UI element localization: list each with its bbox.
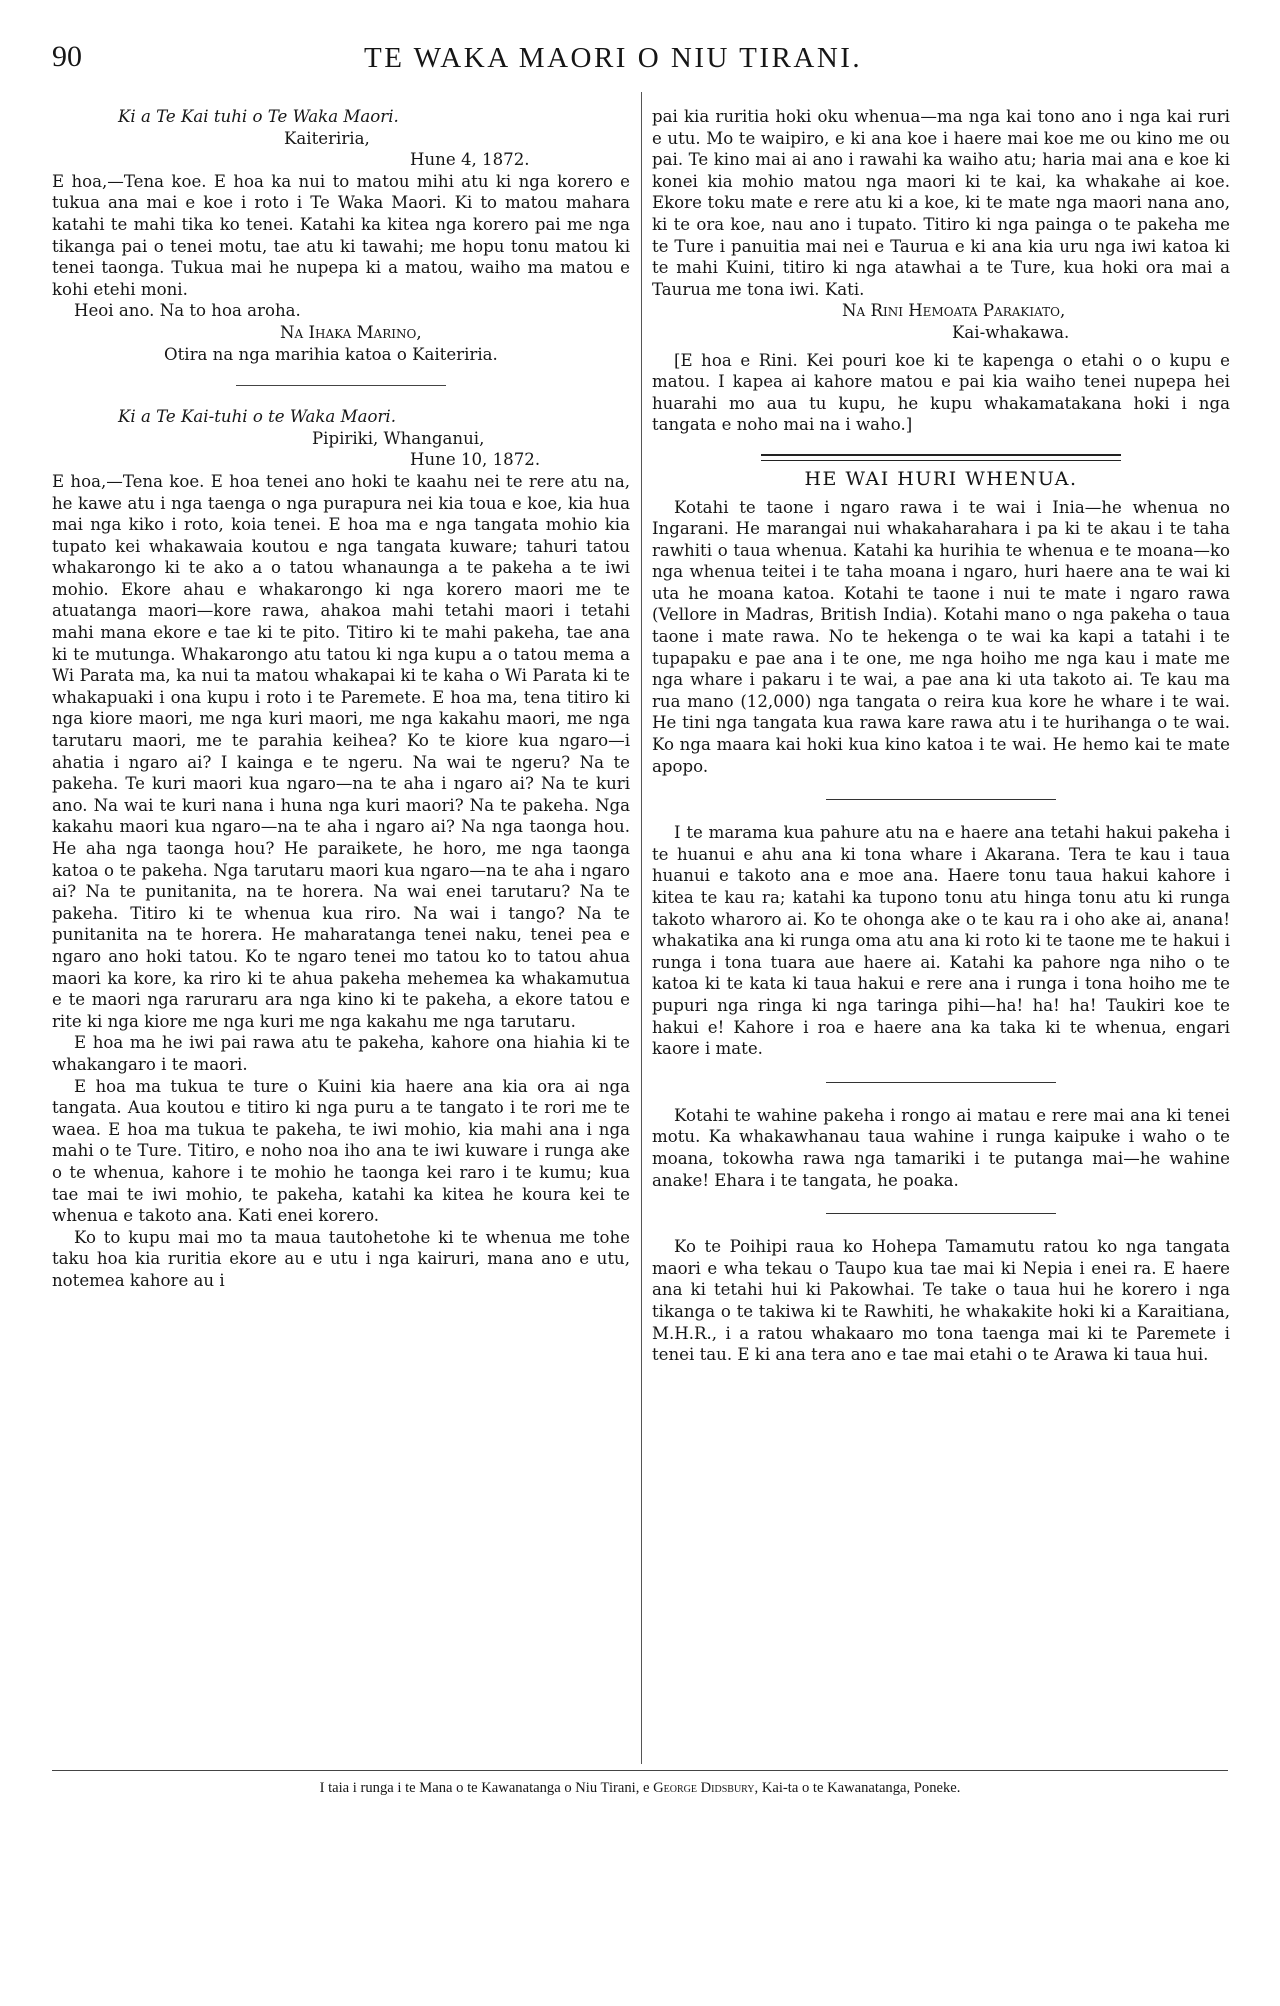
news-item: Kotahi te taone i ngaro rawa i te wai i Inia—he whenua no Ingarani. He marangai nui whakaharahara i pa ki te akau i te taha rawhiti o taua whenua. Katahi ka hurihia te whenua e te moana—ko nga whenua teitei i te taha moana i ngaro, huri haere ana te wai ki uta he moana katoa. Kotahi te taone i nui te mate i ngaro rawa (Vellore in Madras, British India). Kotahi mano o nga pakeha o taua taone i mate rawa. No te hekenga o te wai ka kapi a tatahi i te tupapaku e pae ana i te one, me nga hoiho me nga kau i mate me nga whare i pakaru i te wai, a pae ana ki uta takoto ai. Te kau ma rua mano (12,000) nga tangata o reira kua kore he whare i te wai. He tini nga tangata kua rawa kare rawa atu i te hurihanga o te wai. Ko nga maara kai hoki kua kino katoa i te wai. He hemo kai te mate apopo. <box>652 497 1230 776</box>
letter-place: Kaiteriria, <box>284 128 370 148</box>
item-separator <box>826 1082 1056 1083</box>
letter-signature-line2: Otira na nga marihia katoa o Kaiteriria. <box>164 344 498 364</box>
letter-date: Hune 10, 1872. <box>410 450 541 470</box>
letter-signature: Na Ihaka Marino, <box>280 322 422 342</box>
letter-paragraph: E hoa ma he iwi pai rawa atu te pakeha, kahore ona hiahia ki te whakangaro i te maori. <box>52 1033 630 1074</box>
letter-pipiriki <box>52 406 630 1291</box>
page-number: 90 <box>52 40 82 73</box>
letter-signature-place: Kai-whakawa. <box>952 322 1070 342</box>
letter-addressee: Ki a Te Kai tuhi o Te Waka Maori. <box>118 107 399 126</box>
double-rule <box>761 454 1121 461</box>
footer-rule <box>52 1770 1228 1771</box>
news-item: Ko te Poihipi raua ko Hohepa Tamamutu ratou ko nga tangata maori e wha tekau o Taupo kua tae mai ki Nepia i enei ra. E haere ana ki tetahi hui ki Pakowhai. Te take o taua hui he korero i nga tikanga o te takiwa ki te Rawhiti, he whakakite hoki ki a Karaitiana, M.H.R., i a ratou whakaaro mo tona taenga mai ki te Paremete i tenei tau. E ki ana tera ano e tae mai etahi o te Arawa ki taua hui. <box>652 1237 1230 1365</box>
left-column <box>52 106 630 1291</box>
letter-signature: Na Rini Hemoata Parakiato, <box>842 301 1066 321</box>
page-header <box>52 40 1228 80</box>
letter-date: Hune 4, 1872. <box>410 150 530 170</box>
printer-name: George Didsbury, <box>653 1780 759 1796</box>
letter-paragraph: E hoa,—Tena koe. E hoa tenei ano hoki te kaahu nei te rere atu na, he kawe atu i nga taenga o nga purapura nei kia toua e koe, kia hua mai nga kiko i roto, koia tenei. E hoa ma e nga tangata mohio kia tupato kei whakawaia koutou e nga tangata kuware; tahuri tatou whakarongo ki te ako a o tatou whanaunga a te pakeha a te iwi mohio. Ekore ahau e whakarongo ki nga korero maori me te atuatanga maori—kore rawa, ahakoa mahi tetahi maori i tetahi mahi mana ekore e tae ki te pito. Titiro ki te mahi pakeha, tae ana ki te mutunga. Whakarongo atu tatou ki nga kupu a o tatou mema a Wi Parata ma, ka nui ta matou whakapai ki te kaha o Wi Parata ki te whakapuaki i ona kupu i roto i te Paremete. E hoa ma, tena titiro ki nga kiore maori, me nga kuri maori, me nga kakahu maori, me nga tarutaru maori, me te parahia keihea? Ko te kiore kua ngaro—i ahatia i ngaro ai? I kainga e te ngeru. Na wai te ngeru? Na te pakeha. Te kuri maori kua ngaro—na te aha i ngaro ai? Na te kuri ano. Na wai te kuri nana i huna nga kuri maori? Na te pakeha. Nga kakahu maori kua ngaro—na te aha i ngaro ai? Na nga taonga hou. He aha nga taonga hou? He paraikete, he horo, me nga taonga katoa o te pakeha. Nga tarutaru maori kua ngaro—na te aha i ngaro ai? Na te punitanita, na te horera. Na wai enei tarutaru? Na te pakeha. Titiro ki te whenua kua riro. Na wai i tango? Na te punitanita na te horera. He maharatanga tenei naku, tenei pea e ngaro ano hoki tatou. Ko te ngaro tenei mo tatou ko to tatou ahua maori ka kore, ka riro ki te ahua pakeha mehemea ka whakamutua e te maori nga raruraru ara nga kino ki te pakeha, a ekore tatou e rite ki nga kiore me nga kuri me nga kakahu me nga tarutaru. <box>52 471 630 1031</box>
letter-kaiteriria <box>52 106 630 365</box>
news-item: I te marama kua pahure atu na e haere ana tetahi hakui pakeha i te huanui e ahu ana ki tona whare i Akarana. Tera te kau i taua huanui e takoto ana e moe ana. Haere tonu taua hakui kahore i kitea te kau ra; katahi ka tupono tonu atu hinga tonu atu ki runga takoto wharoro ai. Ko te ohonga ake o te kau ra i oho ake ai, anana! whakatika ana ki runga oma atu ana ki roto ki te taone me te hakui i runga i tona tuara aue haere ai. Katahi ka pahore nga niho o te katoa ki te kata ki taua hakui e rere ana i runga i tona hoiho me te pupuri nga ringa ki nga taringa pihi—ha! ha! ha! Taukiri koe te hakui e! Kahore i roa e haere ana ka taka ki te whenua, engari kaore i mate. <box>652 823 1230 1059</box>
imprint-text-end: Kai-ta o te Kawanatanga, Poneke. <box>761 1780 961 1796</box>
news-item: Kotahi te wahine pakeha i rongo ai matau e rere mai ana ki tenei motu. Ka whakawhanau taua wahine i runga kaipuke i waho o te moana, tokowha rawa nga tamariki i te putanga mai—he wahine anake! Ehara i te tangata, he poaka. <box>652 1105 1230 1190</box>
letter-continuation: pai kia ruritia hoki oku whenua—ma nga kai tono ano i nga kai ruri e utu. Mo te waipiro, e ki ana koe i haere mai koe me ou kino me ou pai. Te kino mai ai ano i rawahi ka waiho atu; haria mai ana e koe ki konei kia mohio matou nga maori ki te kai, ka whakahe ai koe. Ekore toku mate e rere atu ki a koe, ki te mate nga maori nana ano, ki te ora koe, nau ano i tupato. Titiro ki nga painga o te pakeha me te Ture i panuitia mai nei e Taurua e ki ana kia uru nga iwi katoa ki te mahi Kuini, titiro ki nga atawhai a te Ture, kua hoki ora mai a Taurua me tona iwi. Kati. <box>652 107 1230 299</box>
section-heading: HE WAI HURI WHENUA. <box>804 467 1078 490</box>
letter-body: E hoa,—Tena koe. E hoa ka nui to matou mihi atu ki nga korero e tukua ana mai e koe i roto i Te Waka Maori. Ki to matou mahara katahi te mahi tika ko tenei. Katahi ka kitea nga korero pai me nga tikanga pai o tenei motu, tae atu ki tawahi; me hopu tonu matou ki tenei taonga. Tukua mai he nupepa ki a matou, waiho ma matou e kohi etehi moni. <box>52 171 630 299</box>
letter-paragraph: E hoa ma tukua te ture o Kuini kia haere ana kia ora ai nga tangata. Aua koutou e titiro ki nga puru a te tangato i te rori me te waea. E hoa ma tukua te pakeha, te iwi mohio, kia mahi ana i nga mahi o te Ture. Titiro, e noho noa iho ana te iwi kuware i runga ake o te whenua, kahore i te mohio he taonga kei raro i te kumu; kua tae mai te iwi mohio, te pakeha, katahi ka kitea he koura kei te whenua e takoto ana. Kati enei korero. <box>52 1076 630 1226</box>
section-rule <box>236 385 446 386</box>
column-divider <box>641 92 642 1764</box>
editor-note: [E hoa e Rini. Kei pouri koe ki te kapenga o etahi o o kupu e matou. I kapea ai kahore matou e pai kia waiho tenei nupepa hei huarahi mo aua tu kupu, he kupu whakamatakana hoki i nga tangata e noho mai na i waho.] <box>652 350 1230 435</box>
item-separator <box>826 1213 1056 1214</box>
letter-paragraph: Ko to kupu mai mo ta maua tautohetohe ki te whenua me tohe taku hoa kia ruritia ekore au e utu i nga kairuri, mana ano e utu, notemea kahore au i <box>52 1227 630 1290</box>
right-column <box>652 106 1230 1366</box>
letter-addressee: Ki a Te Kai-tuhi o te Waka Maori. <box>118 407 396 427</box>
imprint-text: I taia i runga i te Mana o te Kawanatanga o Niu Tirani, e <box>319 1780 650 1796</box>
letter-closing: Heoi ano. Na to hoa aroha. <box>74 301 301 321</box>
footer-imprint <box>52 1780 1228 1797</box>
item-separator <box>826 799 1056 800</box>
letter-place: Pipiriki, Whanganui, <box>312 428 485 448</box>
page-title: TE WAKA MAORI O NIU TIRANI. <box>364 42 863 74</box>
